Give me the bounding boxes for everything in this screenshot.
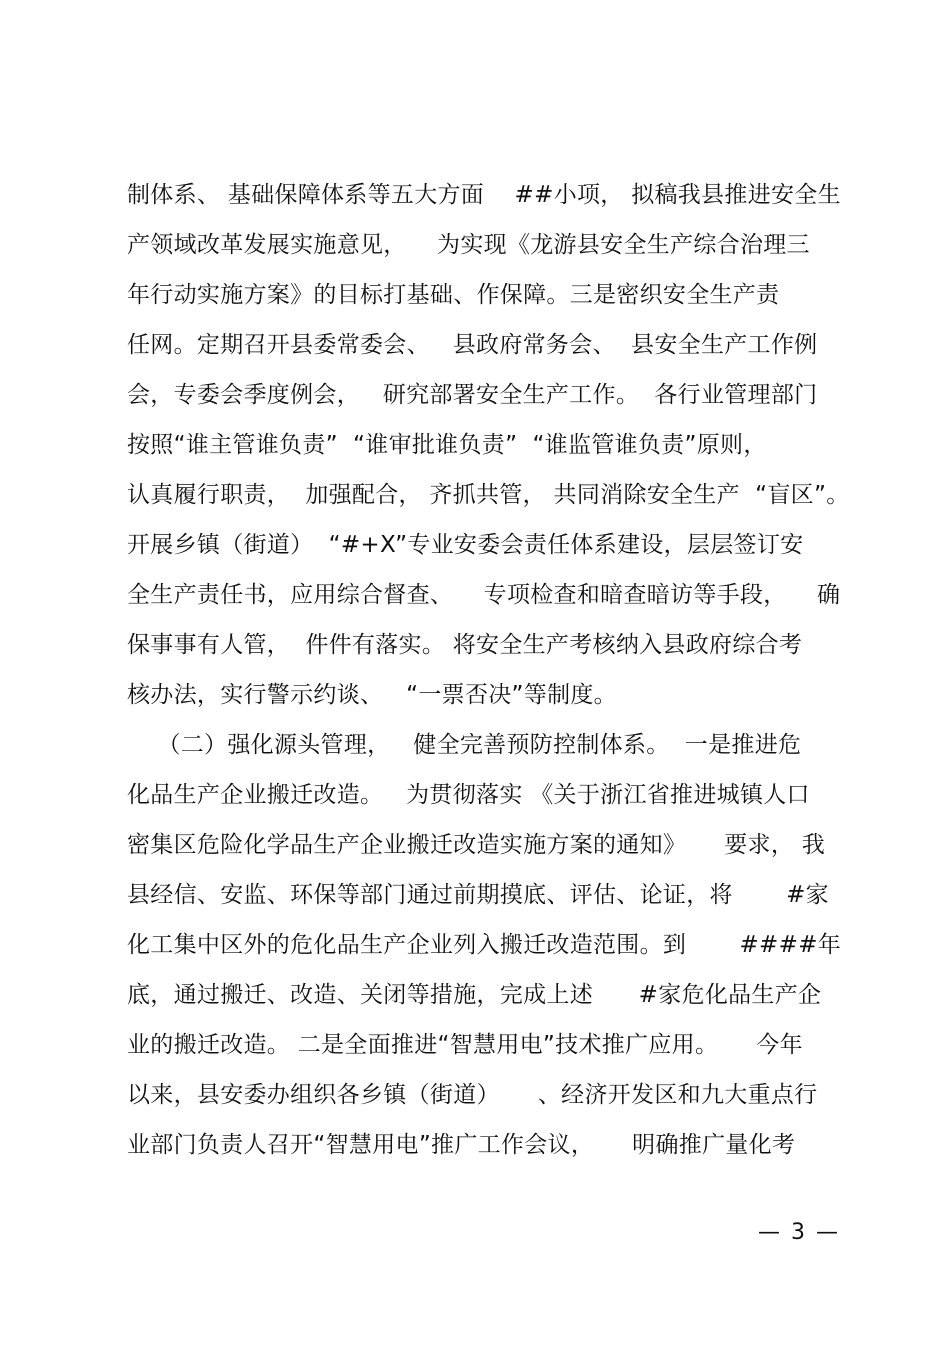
body-text-line: 密集区危险化学品生产企业搬迁改造实施方案的通知》 要求， 我 — [127, 832, 826, 858]
body-text-line: 按照“谁主管谁负责” “谁审批谁负责” “谁监管谁负责”原则， — [127, 432, 767, 458]
body-text-line: 核办法，实行警示约谈、 “一票否决”等制度。 — [127, 682, 617, 708]
body-text-line: 以来，县安委办组织各乡镇（街道） 、经济开发区和九大重点行 — [127, 1082, 818, 1108]
section-heading-line: （二）强化源头管理， 健全完善预防控制体系。 一是推进危 — [127, 732, 802, 758]
body-text-line: 化品生产企业搬迁改造。 为贯彻落实 《关于浙江省推进城镇人口 — [127, 782, 810, 808]
body-text-line: 任网。定期召开县委常委会、 县政府常务会、 县安全生产工作例 — [127, 332, 818, 358]
body-text-line: 县经信、安监、环保等部门通过前期摸底、评估、论证，将 #家 — [127, 882, 829, 908]
body-text-line: 认真履行职责， 加强配合， 齐抓共管， 共同消除安全生产 “盲区”。 — [127, 482, 850, 508]
body-text-line: 化工集中区外的危化品生产企业列入搬迁改造范围。到 ####年 — [127, 932, 842, 958]
page-number: — 3 — — [758, 1220, 840, 1245]
body-text-line: 会，专委会季度例会， 研究部署安全生产工作。 各行业管理部门 — [127, 382, 818, 408]
body-text-line: 底，通过搬迁、改造、关闭等措施，完成上述 #家危化品生产企 — [127, 982, 822, 1008]
body-text-line: 业部门负责人召开“智慧用电”推广工作会议， 明确推广量化考 — [127, 1132, 796, 1158]
body-text-line: 开展乡镇（街道） “#+X”专业安委会责任体系建设，层层签订安 — [127, 532, 804, 558]
body-text-line: 全生产责任书，应用综合督查、 专项检查和暗查暗访等手段， 确 — [127, 582, 841, 608]
body-text-line: 产领域改革发展实施意见， 为实现《龙游县安全生产综合治理三 — [127, 232, 810, 258]
body-text-line: 业的搬迁改造。 二是全面推进“智慧用电”技术推广应用。 今年 — [127, 1032, 803, 1058]
body-text-line: 制体系、 基础保障体系等五大方面 ##小项， 拟稿我县推进安全生 — [127, 182, 841, 208]
body-text-line: 年行动实施方案》的目标打基础、作保障。三是密织安全生产责 — [127, 282, 780, 308]
body-text-line: 保事事有人管， 件件有落实。 将安全生产考核纳入县政府综合考 — [127, 632, 803, 658]
